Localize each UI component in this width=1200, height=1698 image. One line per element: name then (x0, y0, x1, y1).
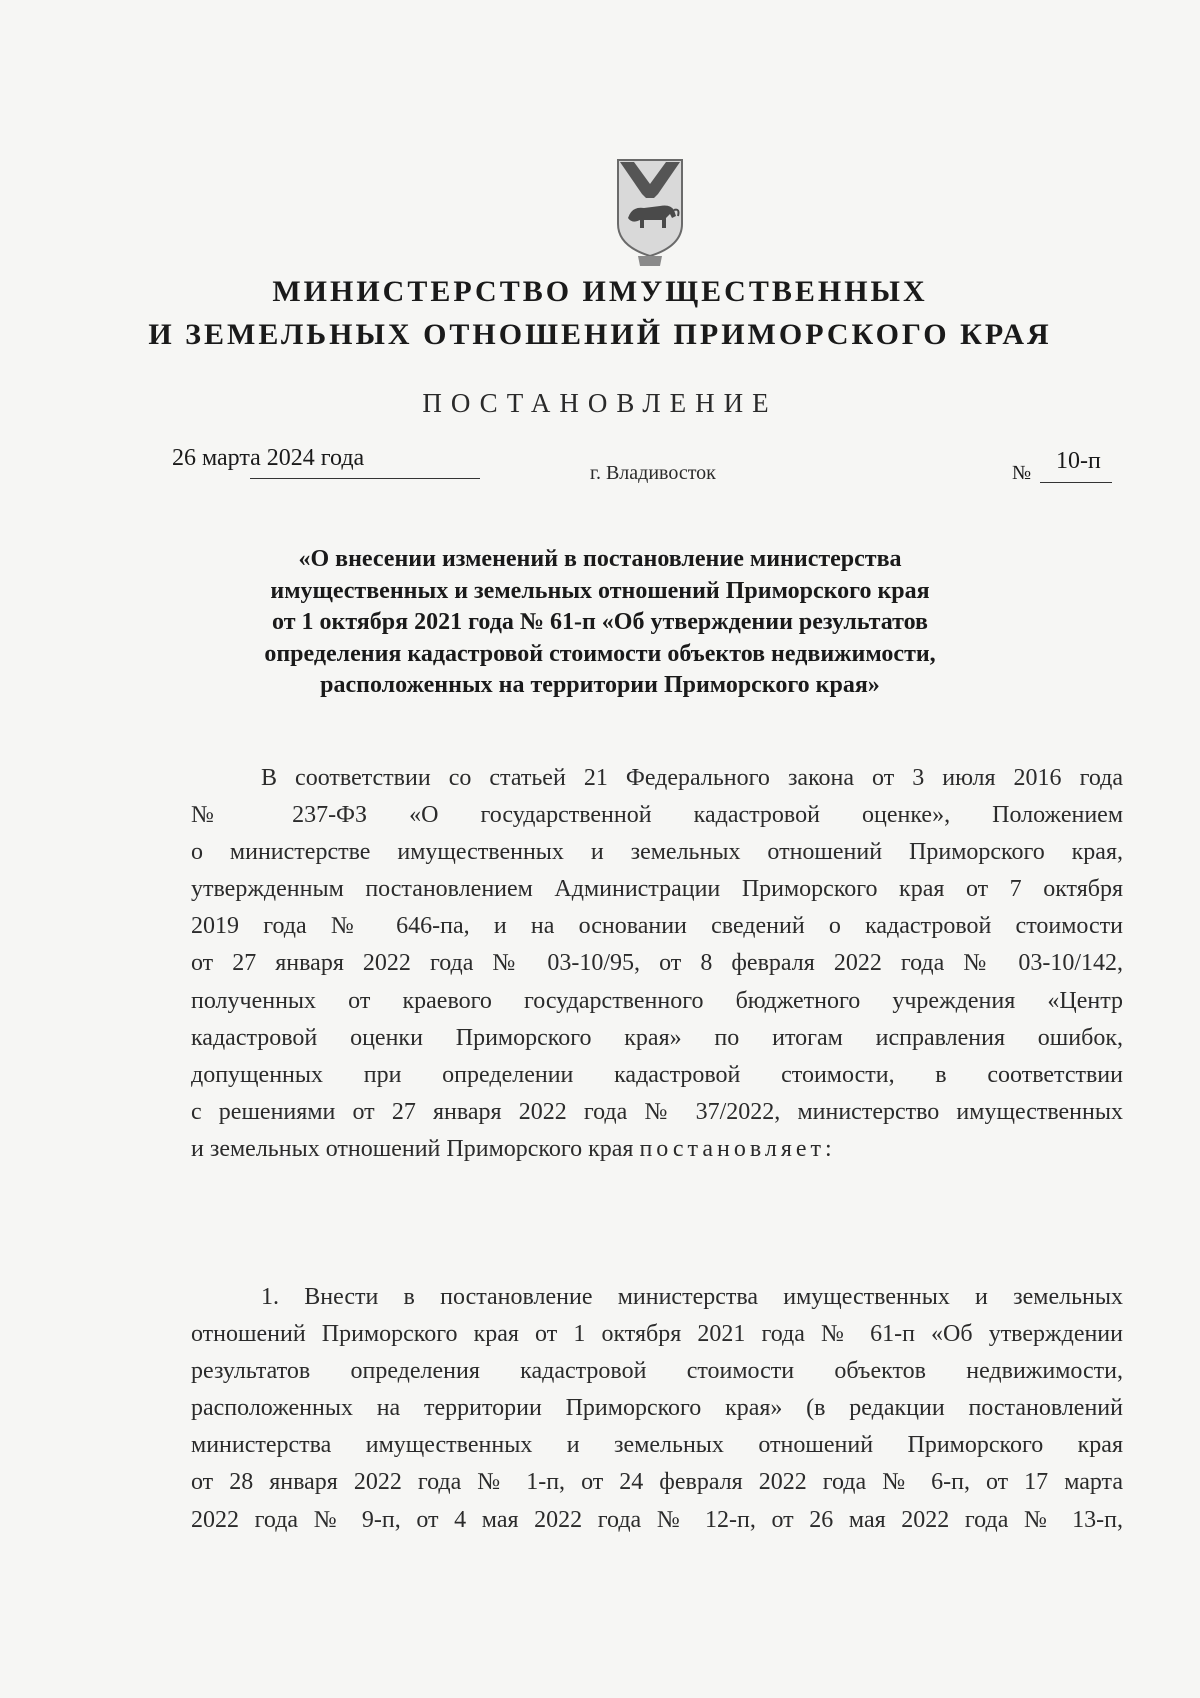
text-line: 2022 года № 9-п, от 4 мая 2022 года № 12-п, от 26 мая 2022 года № 13-п, (191, 1506, 1123, 1533)
text-line: 1. Внести в постановление министерства имущественных и земельных (261, 1284, 1123, 1310)
coat-of-arms-icon (614, 158, 686, 268)
ministry-name-line1: МИНИСТЕРСТВО ИМУЩЕСТВЕННЫХ (272, 275, 928, 308)
title-line: имущественных и земельных отношений Приморского края (270, 577, 930, 604)
title-line: от 1 октября 2021 года № 61-п «Об утверждении результатов (272, 609, 928, 635)
number-underline (1040, 482, 1112, 483)
text-line: от 28 января 2022 года № 1-п, от 24 февраля 2022 года № 6-п, от 17 марта (191, 1469, 1123, 1496)
text-line: утвержденным постановлением Администрации Приморского края от 7 октября (191, 876, 1123, 903)
text-line: отношений Приморского края от 1 октября 2021 года № 61-п «Об утверждении (191, 1321, 1123, 1348)
title-line: определения кадастровой стоимости объектов недвижимости, (264, 640, 936, 667)
text-line: В соответствии со статьей 21 Федерального закона от 3 июля 2016 года (261, 765, 1123, 791)
document-title (220, 544, 980, 702)
title-line: «О внесении изменений в постановление министерства (298, 546, 902, 572)
text-line: от 27 января 2022 года № 03-10/95, от 8 февраля 2022 года № 03-10/142, (191, 950, 1123, 977)
date-underline (250, 478, 480, 479)
text-line: результатов определения кадастровой стоимости объектов недвижимости, (191, 1358, 1123, 1385)
clause-1-paragraph (191, 1279, 1123, 1539)
text-line (191, 1131, 1123, 1168)
text-line: с решениями от 27 января 2022 года № 37/2022, министерство имущественных (191, 1098, 1123, 1125)
document-date: 26 марта 2024 года (172, 445, 365, 471)
document-type: ПОСТАНОВЛЕНИЕ (422, 388, 778, 418)
number-sign: № (1012, 462, 1032, 484)
document-number: 10-п (1056, 448, 1101, 474)
text-line: о министерстве имущественных и земельных отношений Приморского края, (191, 839, 1123, 866)
text-line: кадастровой оценки Приморского края» по итогам исправления ошибок, (191, 1024, 1123, 1051)
text-line: № 237-ФЗ «О государственной кадастровой оценке», Положением (191, 802, 1123, 829)
title-line: расположенных на территории Приморского края» (320, 672, 880, 698)
text-line: полученных от краевого государственного бюджетного учреждения «Центр (191, 987, 1123, 1014)
resolves-word: постановляет: (639, 1135, 836, 1162)
text-fragment: и земельных отношений Приморского края (191, 1135, 640, 1162)
text-line: 2019 года № 646-па, и на основании сведений о кадастровой стоимости (191, 913, 1123, 940)
text-line: допущенных при определении кадастровой стоимости, в соответствии (191, 1061, 1123, 1088)
text-line: министерства имущественных и земельных отношений Приморского края (191, 1432, 1123, 1459)
document-city: г. Владивосток (590, 462, 716, 484)
preamble-paragraph (191, 760, 1123, 1168)
ministry-name-line2: И ЗЕМЕЛЬНЫХ ОТНОШЕНИЙ ПРИМОРСКОГО КРАЯ (148, 318, 1052, 351)
text-line: расположенных на территории Приморского края» (в редакции постановлений (191, 1395, 1123, 1422)
